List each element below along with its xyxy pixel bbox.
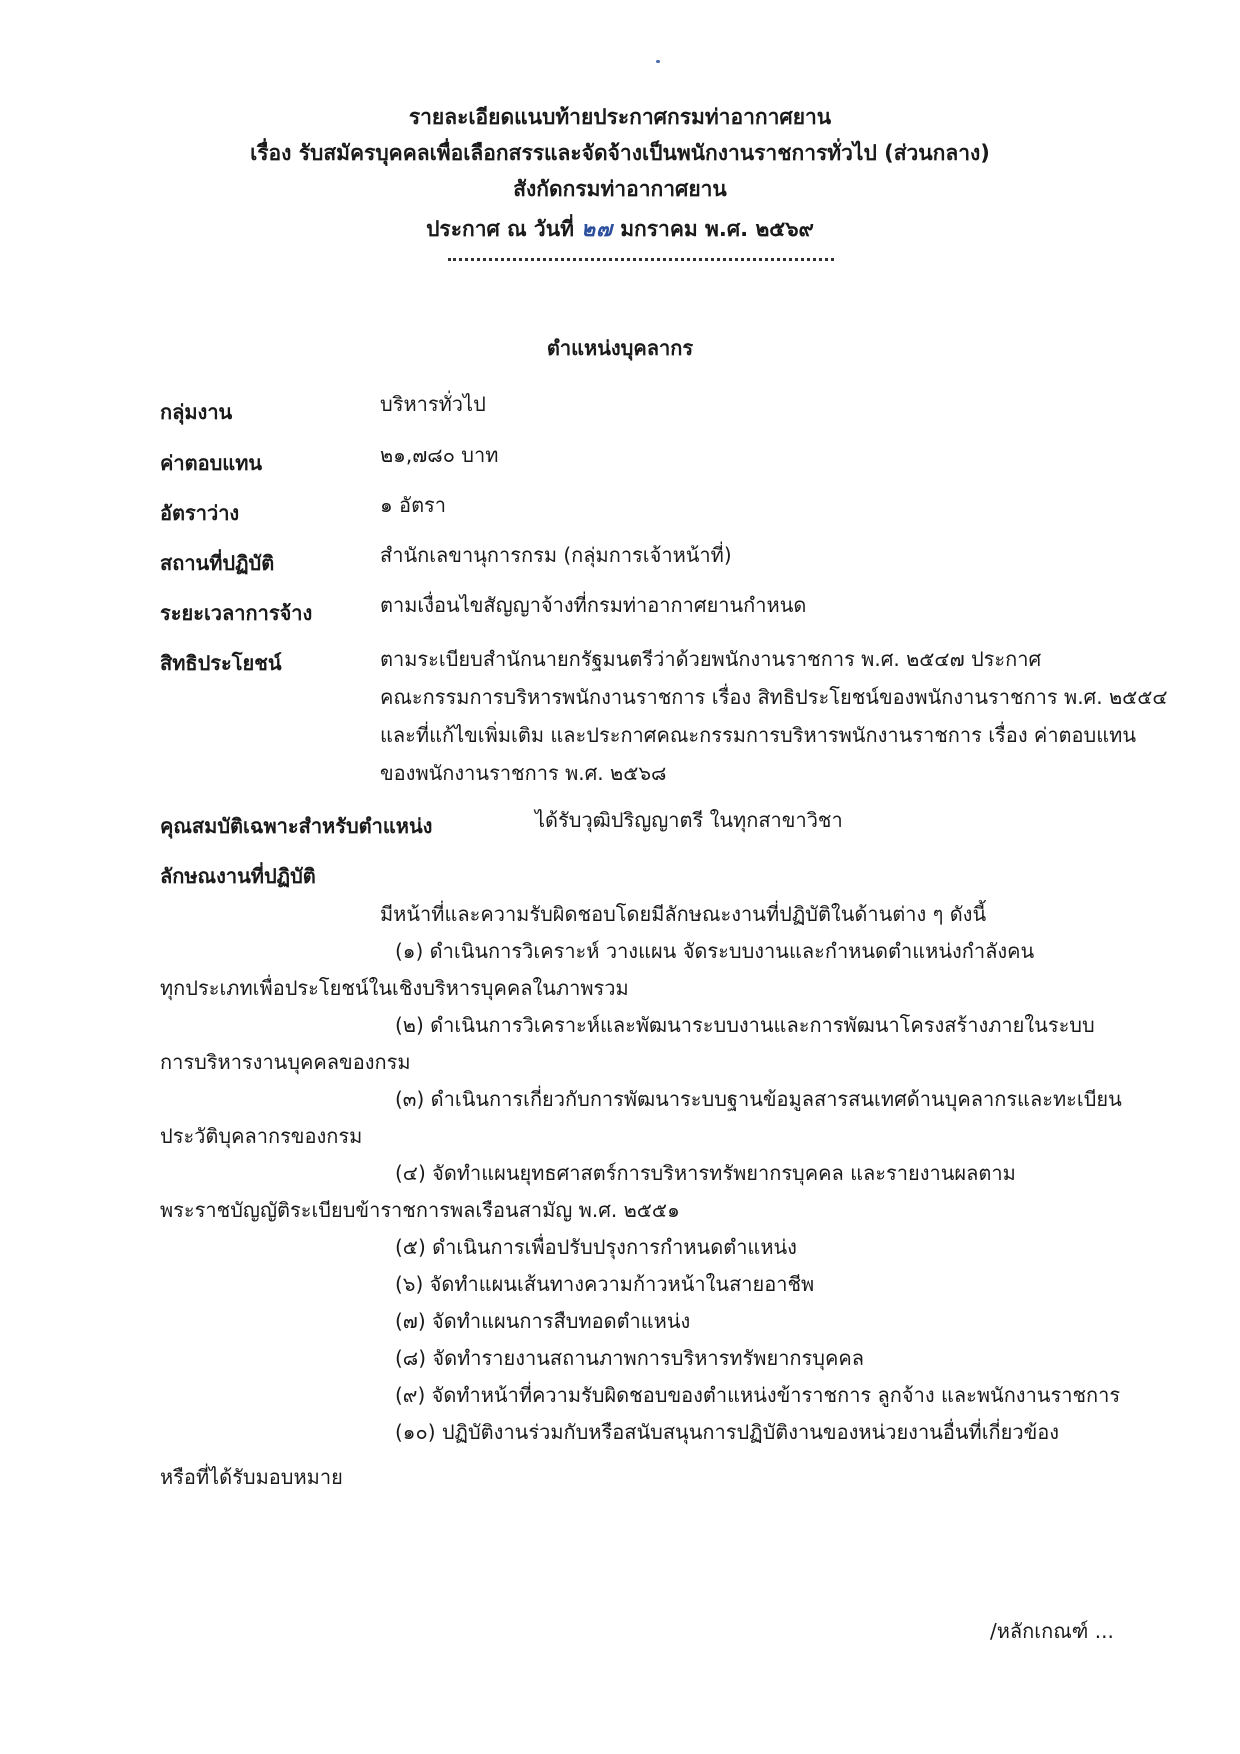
field-label: ระยะเวลาการจ้าง [160, 601, 313, 625]
qualification-value: ได้รับวุฒิปริญญาตรี ในทุกสาขาวิชา [535, 808, 843, 832]
ink-dot [656, 60, 660, 63]
benefits-text [380, 640, 1168, 792]
header-subject: เรื่อง รับสมัครบุคคลเพื่อเลือกสรรและจัดจ้างเป็นพนักงานราชการทั่วไป (ส่วนกลาง) [250, 141, 990, 165]
duty-item-continuation: ประวัติบุคลากรของกรม [160, 1124, 363, 1148]
header-affiliation: สังกัดกรมท่าอากาศยาน [513, 177, 727, 201]
duty-item: (๘) จัดทำรายงานสถานภาพการบริหารทรัพยากรบุคคล [395, 1346, 864, 1370]
benefits-line: ของพนักงานราชการ พ.ศ. ๒๕๖๘ [380, 761, 667, 785]
duties-intro: มีหน้าที่และความรับผิดชอบโดยมีลักษณะงานที่ปฏิบัติในด้านต่าง ๆ ดังนี้ [380, 902, 987, 926]
duty-item-continuation: ทุกประเภทเพื่อประโยชน์ในเชิงบริหารบุคคลในภาพรวม [160, 976, 629, 1000]
field-value: ๑ อัตรา [380, 493, 447, 517]
duty-item: (๙) จัดทำหน้าที่ความรับผิดชอบของตำแหน่งข้าราชการ ลูกจ้าง และพนักงานราชการ [395, 1383, 1121, 1407]
field-value: สำนักเลขานุการกรม (กลุ่มการเจ้าหน้าที่) [380, 543, 732, 567]
field-label: อัตราว่าง [160, 501, 240, 525]
duty-item: (๑) ดำเนินการวิเคราะห์ วางแผน จัดระบบงานและกำหนดตำแหน่งกำลังคน [395, 939, 1035, 963]
field-value: ๒๑,๗๘๐ บาท [380, 443, 499, 467]
duty-item-continuation: หรือที่ได้รับมอบหมาย [160, 1465, 343, 1489]
field-label: สถานที่ปฏิบัติ [160, 551, 275, 575]
duty-item: (๗) จัดทำแผนการสืบทอดตำแหน่ง [395, 1309, 691, 1333]
duty-item: (๔) จัดทำแผนยุทธศาสตร์การบริหารทรัพยากรบุคคล และรายงานผลตาม [395, 1161, 1016, 1185]
duty-item: (๖) จัดทำแผนเส้นทางความก้าวหน้าในสายอาชีพ [395, 1272, 815, 1296]
duty-item-continuation: การบริหารงานบุคคลของกรม [160, 1050, 411, 1074]
dotted-separator [448, 254, 834, 261]
header-date [0, 212, 1240, 246]
duties-list [160, 896, 1120, 1496]
field-label: ค่าตอบแทน [160, 451, 263, 475]
benefits-line: ตามระเบียบสำนักนายกรัฐมนตรีว่าด้วยพนักงานราชการ พ.ศ. ๒๕๔๗ ประกาศ [380, 647, 1042, 671]
duty-item: (๓) ดำเนินการเกี่ยวกับการพัฒนาระบบฐานข้อมูลสารสนเทศด้านบุคลากรและทะเบียน [395, 1087, 1122, 1111]
date-day-handwritten: ๒๗ [581, 217, 613, 241]
field-value: ตามเงื่อนไขสัญญาจ้างที่กรมท่าอากาศยานกำหนด [380, 593, 807, 617]
date-suffix: มกราคม พ.ศ. ๒๕๖๙ [620, 217, 814, 241]
duty-item-continuation: พระราชบัญญัติระเบียบข้าราชการพลเรือนสามัญ พ.ศ. ๒๕๕๑ [160, 1198, 680, 1222]
duty-item: (๑๐) ปฏิบัติงานร่วมกับหรือสนับสนุนการปฏิบัติงานของหน่วยงานอื่นที่เกี่ยวข้อง [395, 1420, 1060, 1444]
duty-item: (๒) ดำเนินการวิเคราะห์และพัฒนาระบบงานและการพัฒนาโครงสร้างภายในระบบ [395, 1013, 1095, 1037]
field-value: บริหารทั่วไป [380, 392, 486, 416]
benefits-line: คณะกรรมการบริหารพนักงานราชการ เรื่อง สิทธิประโยชน์ของพนักงานราชการ พ.ศ. ๒๕๕๔ [380, 685, 1168, 709]
duty-item: (๕) ดำเนินการเพื่อปรับปรุงการกำหนดตำแหน่ง [395, 1235, 797, 1259]
qualification-label: คุณสมบัติเฉพาะสำหรับตำแหน่ง [160, 814, 433, 838]
header-title: รายละเอียดแนบท้ายประกาศกรมท่าอากาศยาน [408, 105, 832, 129]
qualification-row [160, 808, 843, 842]
continuation-footer: /หลักเกณฑ์ ... [990, 1619, 1114, 1643]
benefits-line: และที่แก้ไขเพิ่มเติม และประกาศคณะกรรมการบริหารพนักงานราชการ เรื่อง ค่าตอบแทน [380, 723, 1136, 747]
duties-title: ลักษณงานที่ปฏิบัติ [160, 864, 316, 888]
section-title: ตำแหน่งบุคลากร [546, 336, 694, 360]
field-label: กลุ่มงาน [160, 400, 233, 424]
field-label: สิทธิประโยชน์ [160, 651, 282, 675]
date-prefix: ประกาศ ณ วันที่ [426, 217, 574, 241]
